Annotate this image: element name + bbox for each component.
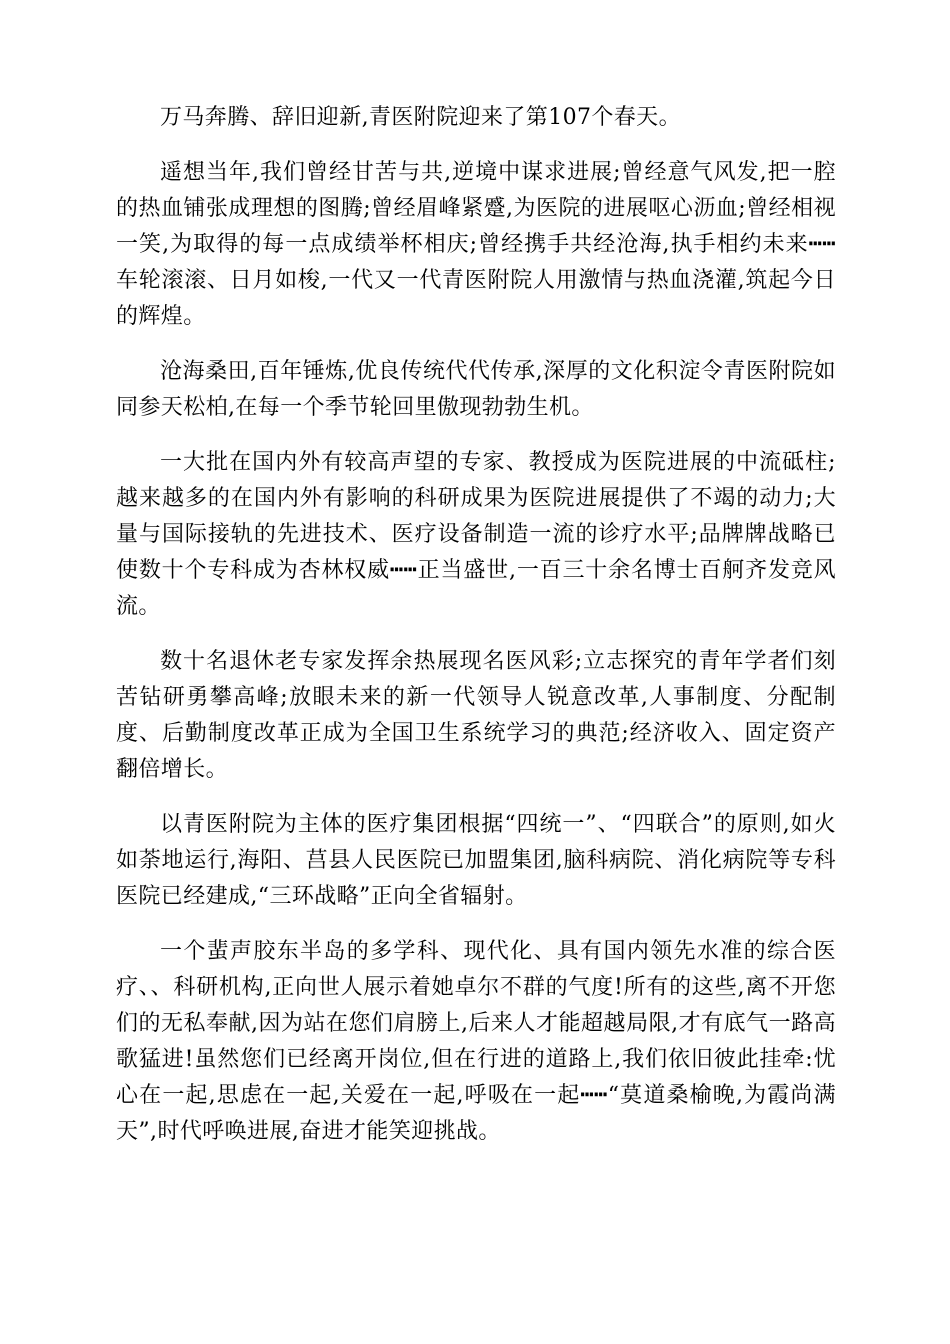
document-body [116,100,836,1169]
paragraph-6: 以青医附院为主体的医疗集团根据“四统一”、“四联合”的原则,如火如荼地运行,海阳、莒县人民医院已加盟集团,脑科病院、消化病院等专科医院已经建成,“三环战略”正向全省辐射。 [116,812,836,909]
paragraph-1: 万马奔腾、辞旧迎新,青医附院迎来了第107个春天。 [160,105,681,130]
paragraph-3: 沧海桑田,百年锤炼,优良传统代代传承,深厚的文化积淀令青医附院如同参天松柏,在每一个季节轮回里傲现勃勃生机。 [116,359,836,420]
paragraph-2: 遥想当年,我们曾经甘苦与共,逆境中谋求进展;曾经意气风发,把一腔的热血铺张成理想的图腾;曾经眉峰紧蹙,为医院的进展呕心沥血;曾经相视一笑,为取得的每一点成绩举杯相庆;曾经携手共经沧海,执手相约未来┅┅车轮滚滚、日月如梭,一代又一代青医附院人用激情与热血浇灌,筑起今日的辉煌。 [116,160,836,329]
paragraph-7: 一个蜚声胶东半岛的多学科、现代化、具有国内领先水准的综合医疗、、科研机构,正向世人展示着她卓尔不群的气度!所有的这些,离不开您们的无私奉献,因为站在您们肩膀上,后来人才能超越局限,才有底气一路高歌猛进!虽然您们已经离开岗位,但在行进的道路上,我们依旧彼此挂牵:忧心在一起,思虑在一起,关爱在一起,呼吸在一起┅┅“莫道桑榆晚,为霞尚满天”,时代呼唤进展,奋进才能笑迎挑战。 [116,939,836,1144]
paragraph-5: 数十名退休老专家发挥余热展现名医风彩;立志探究的青年学者们刻苦钻研勇攀高峰;放眼未来的新一代领导人锐意改革,人事制度、分配制度、后勤制度改革正成为全国卫生系统学习的典范;经济收入、固定资产翻倍增长。 [116,649,836,782]
paragraph-4: 一大批在国内外有较高声望的专家、教授成为医院进展的中流砥柱;越来越多的在国内外有影响的科研成果为医院进展提供了不竭的动力;大量与国际接轨的先进技术、医疗设备制造一流的诊疗水平;品牌牌战略已使数十个专科成为杏林权威┅┅正当盛世,一百三十余名博士百舸齐发竞风流。 [116,450,836,619]
